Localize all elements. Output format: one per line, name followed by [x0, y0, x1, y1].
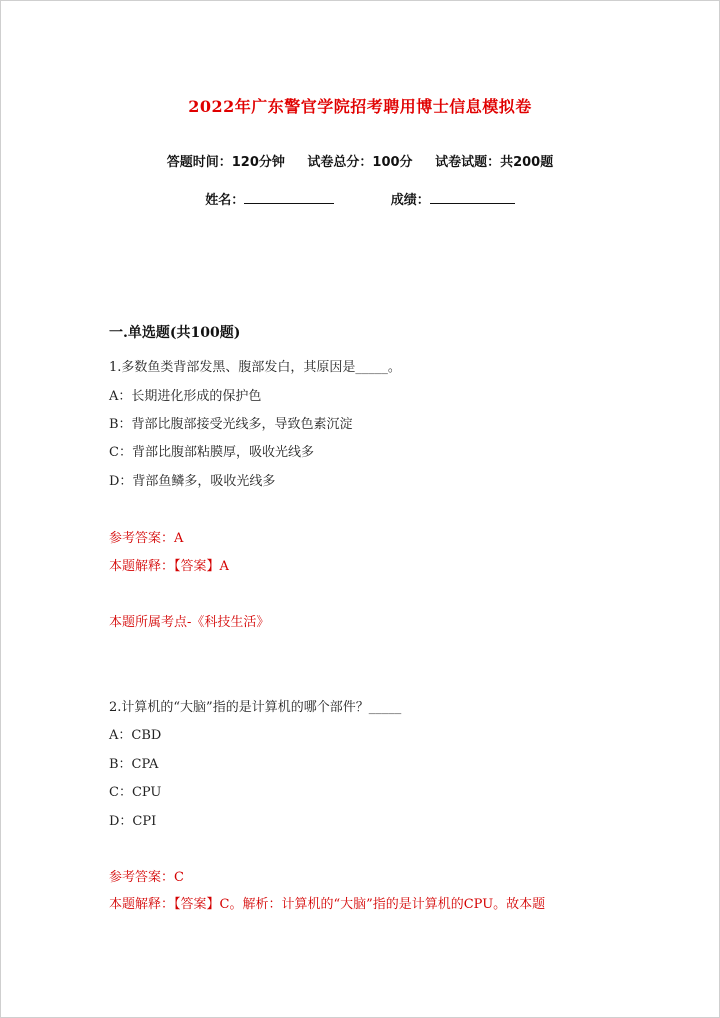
option-a: A：CBD	[109, 728, 162, 743]
question-stem: 2.计算机的“大脑”指的是计算机的哪个部件？_____	[109, 700, 402, 715]
option-d: D：CPI	[109, 814, 157, 829]
exam-total-score: 试卷总分：100分	[307, 155, 413, 170]
reference-answer: 参考答案：A	[109, 531, 184, 546]
question-stem: 1.多数鱼类背部发黑、腹部发白，其原因是_____。	[109, 360, 401, 375]
option-b: B：CPA	[109, 757, 159, 772]
exam-time: 答题时间：120分钟	[166, 155, 285, 170]
exam-title: 2022年广东警官学院招考聘用博士信息模拟卷	[188, 97, 532, 116]
name-blank[interactable]	[244, 191, 334, 204]
option-a: A：长期进化形成的保护色	[109, 389, 262, 404]
section-title: 一.单选题(共100题)	[109, 325, 241, 341]
answer-explanation: 本题解释：【答案】C。解析：计算机的“大脑”指的是计算机的CPU。故本题	[109, 897, 546, 912]
option-c: C：CPU	[109, 785, 162, 800]
option-d: D：背部鱼鳞多，吸收光线多	[109, 474, 276, 489]
answer-explanation: 本题解释：【答案】A	[109, 559, 229, 574]
option-b: B：背部比腹部接受光线多，导致色素沉淀	[109, 417, 353, 432]
reference-answer: 参考答案：C	[109, 870, 184, 885]
exam-question-count: 试卷试题：共200题	[435, 155, 554, 170]
score-field	[391, 189, 515, 208]
candidate-fields	[0, 189, 720, 208]
score-label: 成绩：	[390, 193, 430, 208]
name-field	[205, 189, 334, 208]
score-blank[interactable]	[430, 191, 515, 204]
exam-meta	[0, 151, 720, 170]
name-label: 姓名：	[205, 193, 245, 208]
option-c: C：背部比腹部粘膜厚，吸收光线多	[109, 445, 314, 460]
topic-label: 本题所属考点-《科技生活》	[109, 615, 270, 630]
